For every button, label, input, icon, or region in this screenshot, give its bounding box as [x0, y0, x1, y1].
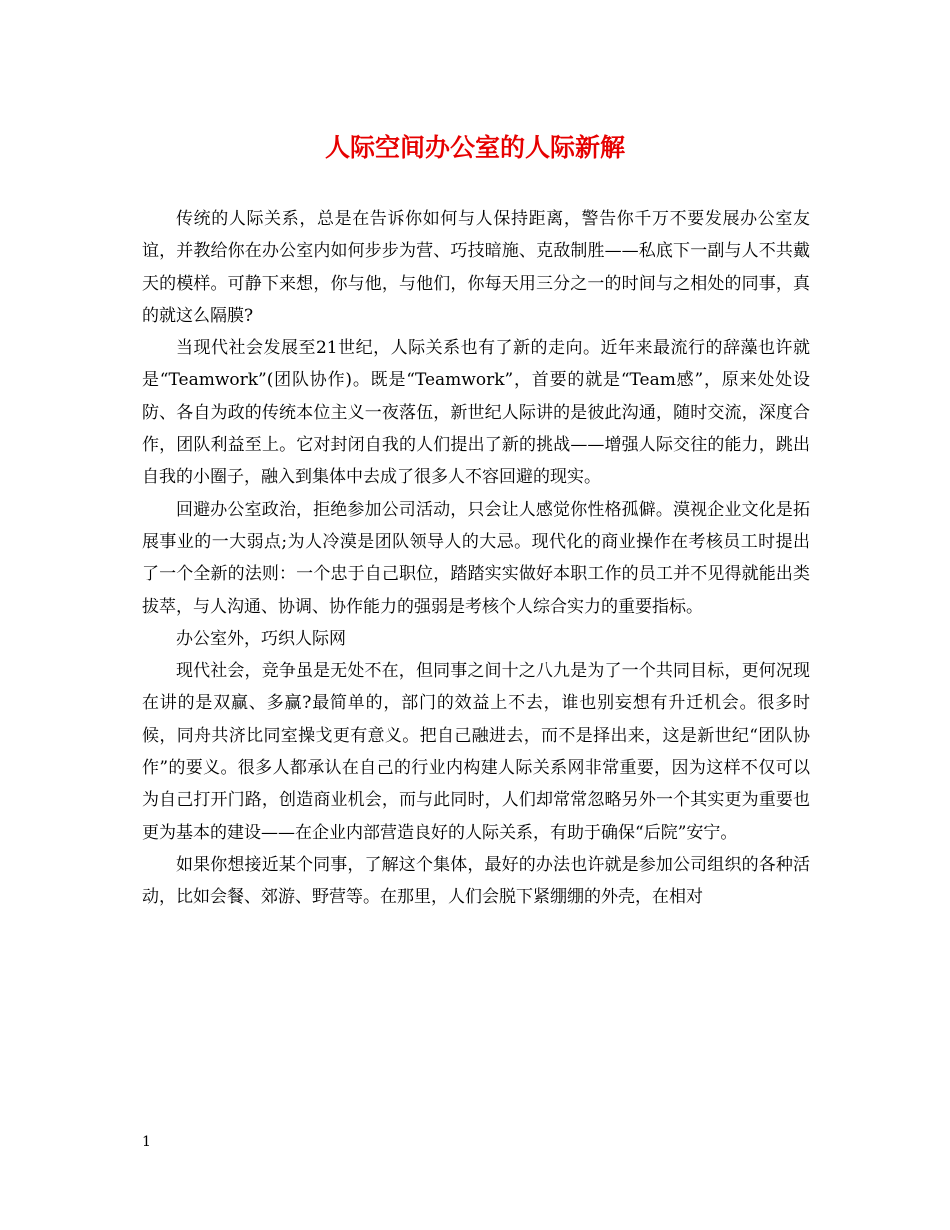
section-heading: 办公室外，巧织人际网 — [176, 628, 346, 649]
document-title: 人际空间办公室的人际新解 — [324, 133, 625, 162]
paragraph: 传统的人际关系，总是在告诉你如何与人保持距离，警告你千万不要发展办公室友谊，并教给你在办公室内如何步步为营、巧技暗施、克敌制胜——私底下一副与人不共戴天的模样。可静下来想，你与他，与他们，你每天用三分之一的时间与之相处的同事，真的就这么隔膜? — [142, 209, 810, 326]
document-body — [142, 203, 810, 914]
paragraph: 现代社会，竞争虽是无处不在，但同事之间十之八九是为了一个共同目标，更何况现在讲的是双赢、多赢?最简单的，部门的效益上不去，谁也别妄想有升迁机会。很多时候，同舟共济比同室操戈更有意义。把自己融进去，而不是择出来，这是新世纪“团队协作”的要义。很多人都承认在自己的行业内构建人际关系网非常重要，因为这样不仅可以为自己打开门路，创造商业机会，而与此同时，人们却常常忽略另外一个其实更为重要也更为基本的建设——在企业内部营造良好的人际关系，有助于确保“后院”安宁。 — [142, 661, 810, 843]
paragraph: 回避办公室政治，拒绝参加公司活动，只会让人感觉你性格孤僻。漠视企业文化是拓展事业的一大弱点;为人冷漠是团队领导人的大忌。现代化的商业操作在考核员工时提出了一个全新的法则：一个忠于自己职位，踏踏实实做好本职工作的员工并不见得就能出类拔萃，与人沟通、协调、协作能力的强弱是考核个人综合实力的重要指标。 — [142, 499, 810, 617]
paragraph: 当现代社会发展至21世纪，人际关系也有了新的走向。近年来最流行的辞藻也许就是“Teamwork”(团队协作)。既是“Teamwork”，首要的就是“Team感”，原来处处设防、各自为政的传统本位主义一夜落伍，新世纪人际讲的是彼此沟通，随时交流，深度合作，团队利益至上。它对封闭自我的人们提出了新的挑战——增强人际交往的能力，跳出自我的小圈子，融入到集体中去成了很多人不容回避的现实。 — [142, 338, 810, 488]
paragraph: 如果你想接近某个同事，了解这个集体，最好的办法也许就是参加公司组织的各种活动，比如会餐、郊游、野营等。在那里，人们会脱下紧绷绷的外壳，在相对 — [142, 854, 810, 908]
page-number: 1 — [142, 1134, 151, 1150]
